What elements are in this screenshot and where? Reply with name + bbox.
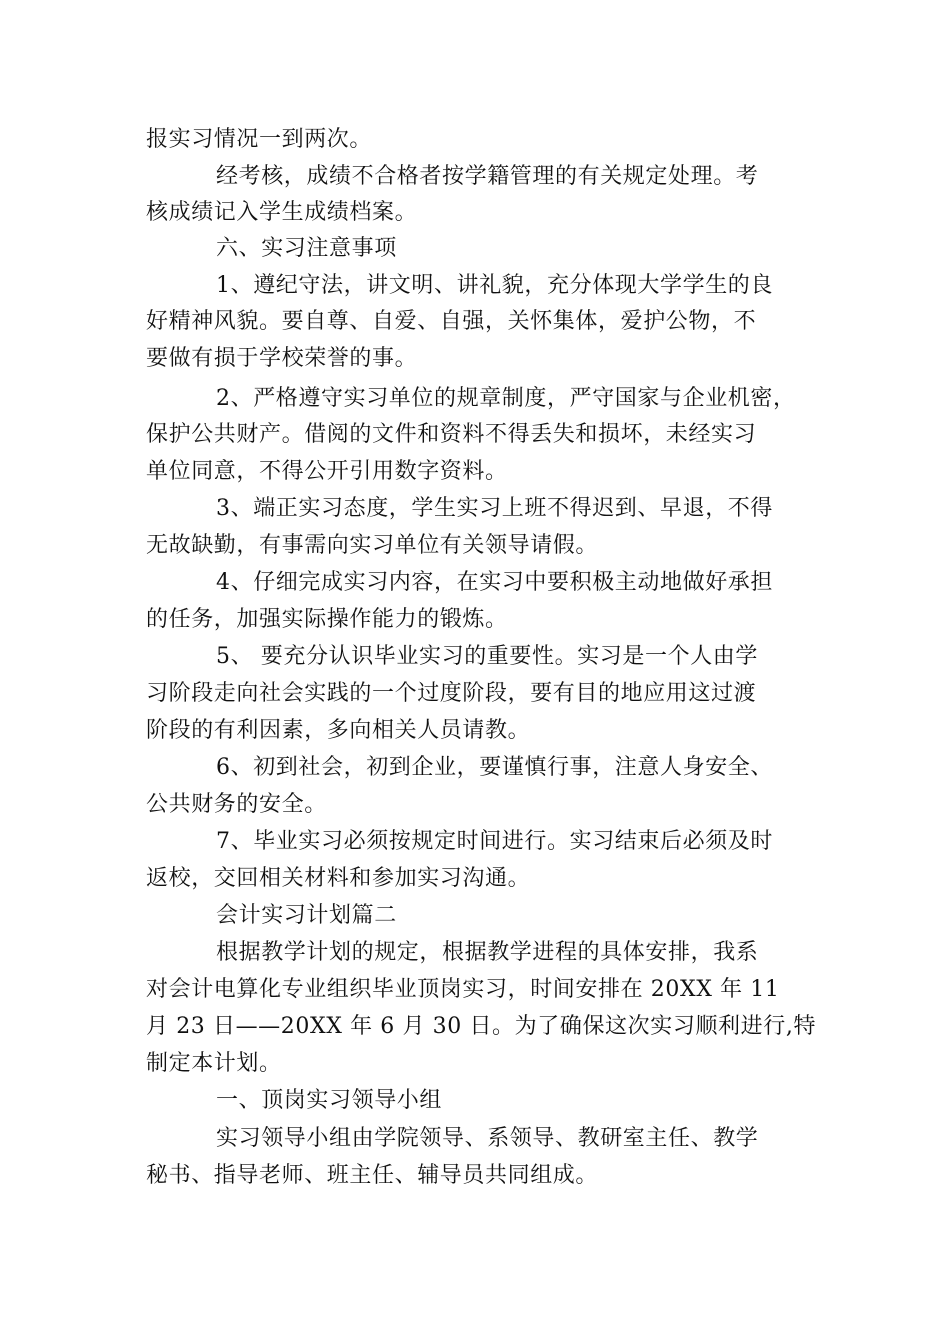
section-heading: 一、顶岗实习领导小组 — [216, 1088, 443, 1113]
section-heading: 六、实习注意事项 — [216, 236, 397, 261]
list-item-4: 4、仔细完成实习内容，在实习中要积极主动地做好承担 — [216, 570, 773, 595]
list-item-7: 7、毕业实习必须按规定时间进行。实习结束后必须及时 — [216, 829, 773, 854]
text-line: 制定本计划。 — [146, 1051, 282, 1076]
text-line: 阶段的有利因素，多向相关人员请教。 — [146, 718, 531, 743]
text-line: 的任务，加强实际操作能力的锻炼。 — [146, 607, 508, 632]
list-item-6: 6、初到社会，初到企业，要谨慎行事，注意人身安全、 — [216, 755, 773, 780]
text-line: 无故缺勤，有事需向实习单位有关领导请假。 — [146, 533, 599, 558]
list-item-3: 3、端正实习态度，学生实习上班不得迟到、早退，不得 — [216, 496, 773, 521]
text-line: 公共财务的安全。 — [146, 792, 327, 817]
paragraph-first-line: 根据教学计划的规定，根据教学进程的具体安排，我系 — [216, 940, 759, 965]
text-line: 秘书、指导老师、班主任、辅导员共同组成。 — [146, 1163, 599, 1188]
text-line: 返校，交回相关材料和参加实习沟通。 — [146, 866, 531, 891]
list-item-1: 1、遵纪守法，讲文明、讲礼貌，充分体现大学学生的良 — [216, 273, 773, 298]
text-line: 保护公共财产。借阅的文件和资料不得丢失和损坏，未经实习 — [146, 422, 757, 447]
text-line: 单位同意，不得公开引用数字资料。 — [146, 459, 508, 484]
paragraph-first-line: 实习领导小组由学院领导、系领导、教研室主任、教学 — [216, 1126, 759, 1151]
list-item-2: 2、严格遵守实习单位的规章制度，严守国家与企业机密， — [216, 386, 796, 411]
text-line: 习阶段走向社会实践的一个过度阶段，要有目的地应用这过渡 — [146, 681, 757, 706]
text-line: 对会计电算化专业组织毕业顶岗实习，时间安排在 20XX 年 11 — [146, 977, 780, 1002]
text-line: 核成绩记入学生成绩档案。 — [146, 200, 418, 225]
list-item-5: 5、 要充分认识毕业实习的重要性。实习是一个人由学 — [216, 644, 758, 669]
text-line: 好精神风貌。要自尊、自爱、自强，关怀集体，爱护公物，不 — [146, 309, 757, 334]
text-line: 报实习情况一到两次。 — [146, 127, 373, 152]
text-line: 要做有损于学校荣誉的事。 — [146, 346, 418, 371]
text-line: 月 23 日——20XX 年 6 月 30 日。为了确保这次实习顺利进行,特 — [146, 1014, 817, 1039]
paragraph-first-line: 经考核，成绩不合格者按学籍管理的有关规定处理。考 — [216, 164, 759, 189]
section-title: 会计实习计划篇二 — [216, 903, 397, 928]
